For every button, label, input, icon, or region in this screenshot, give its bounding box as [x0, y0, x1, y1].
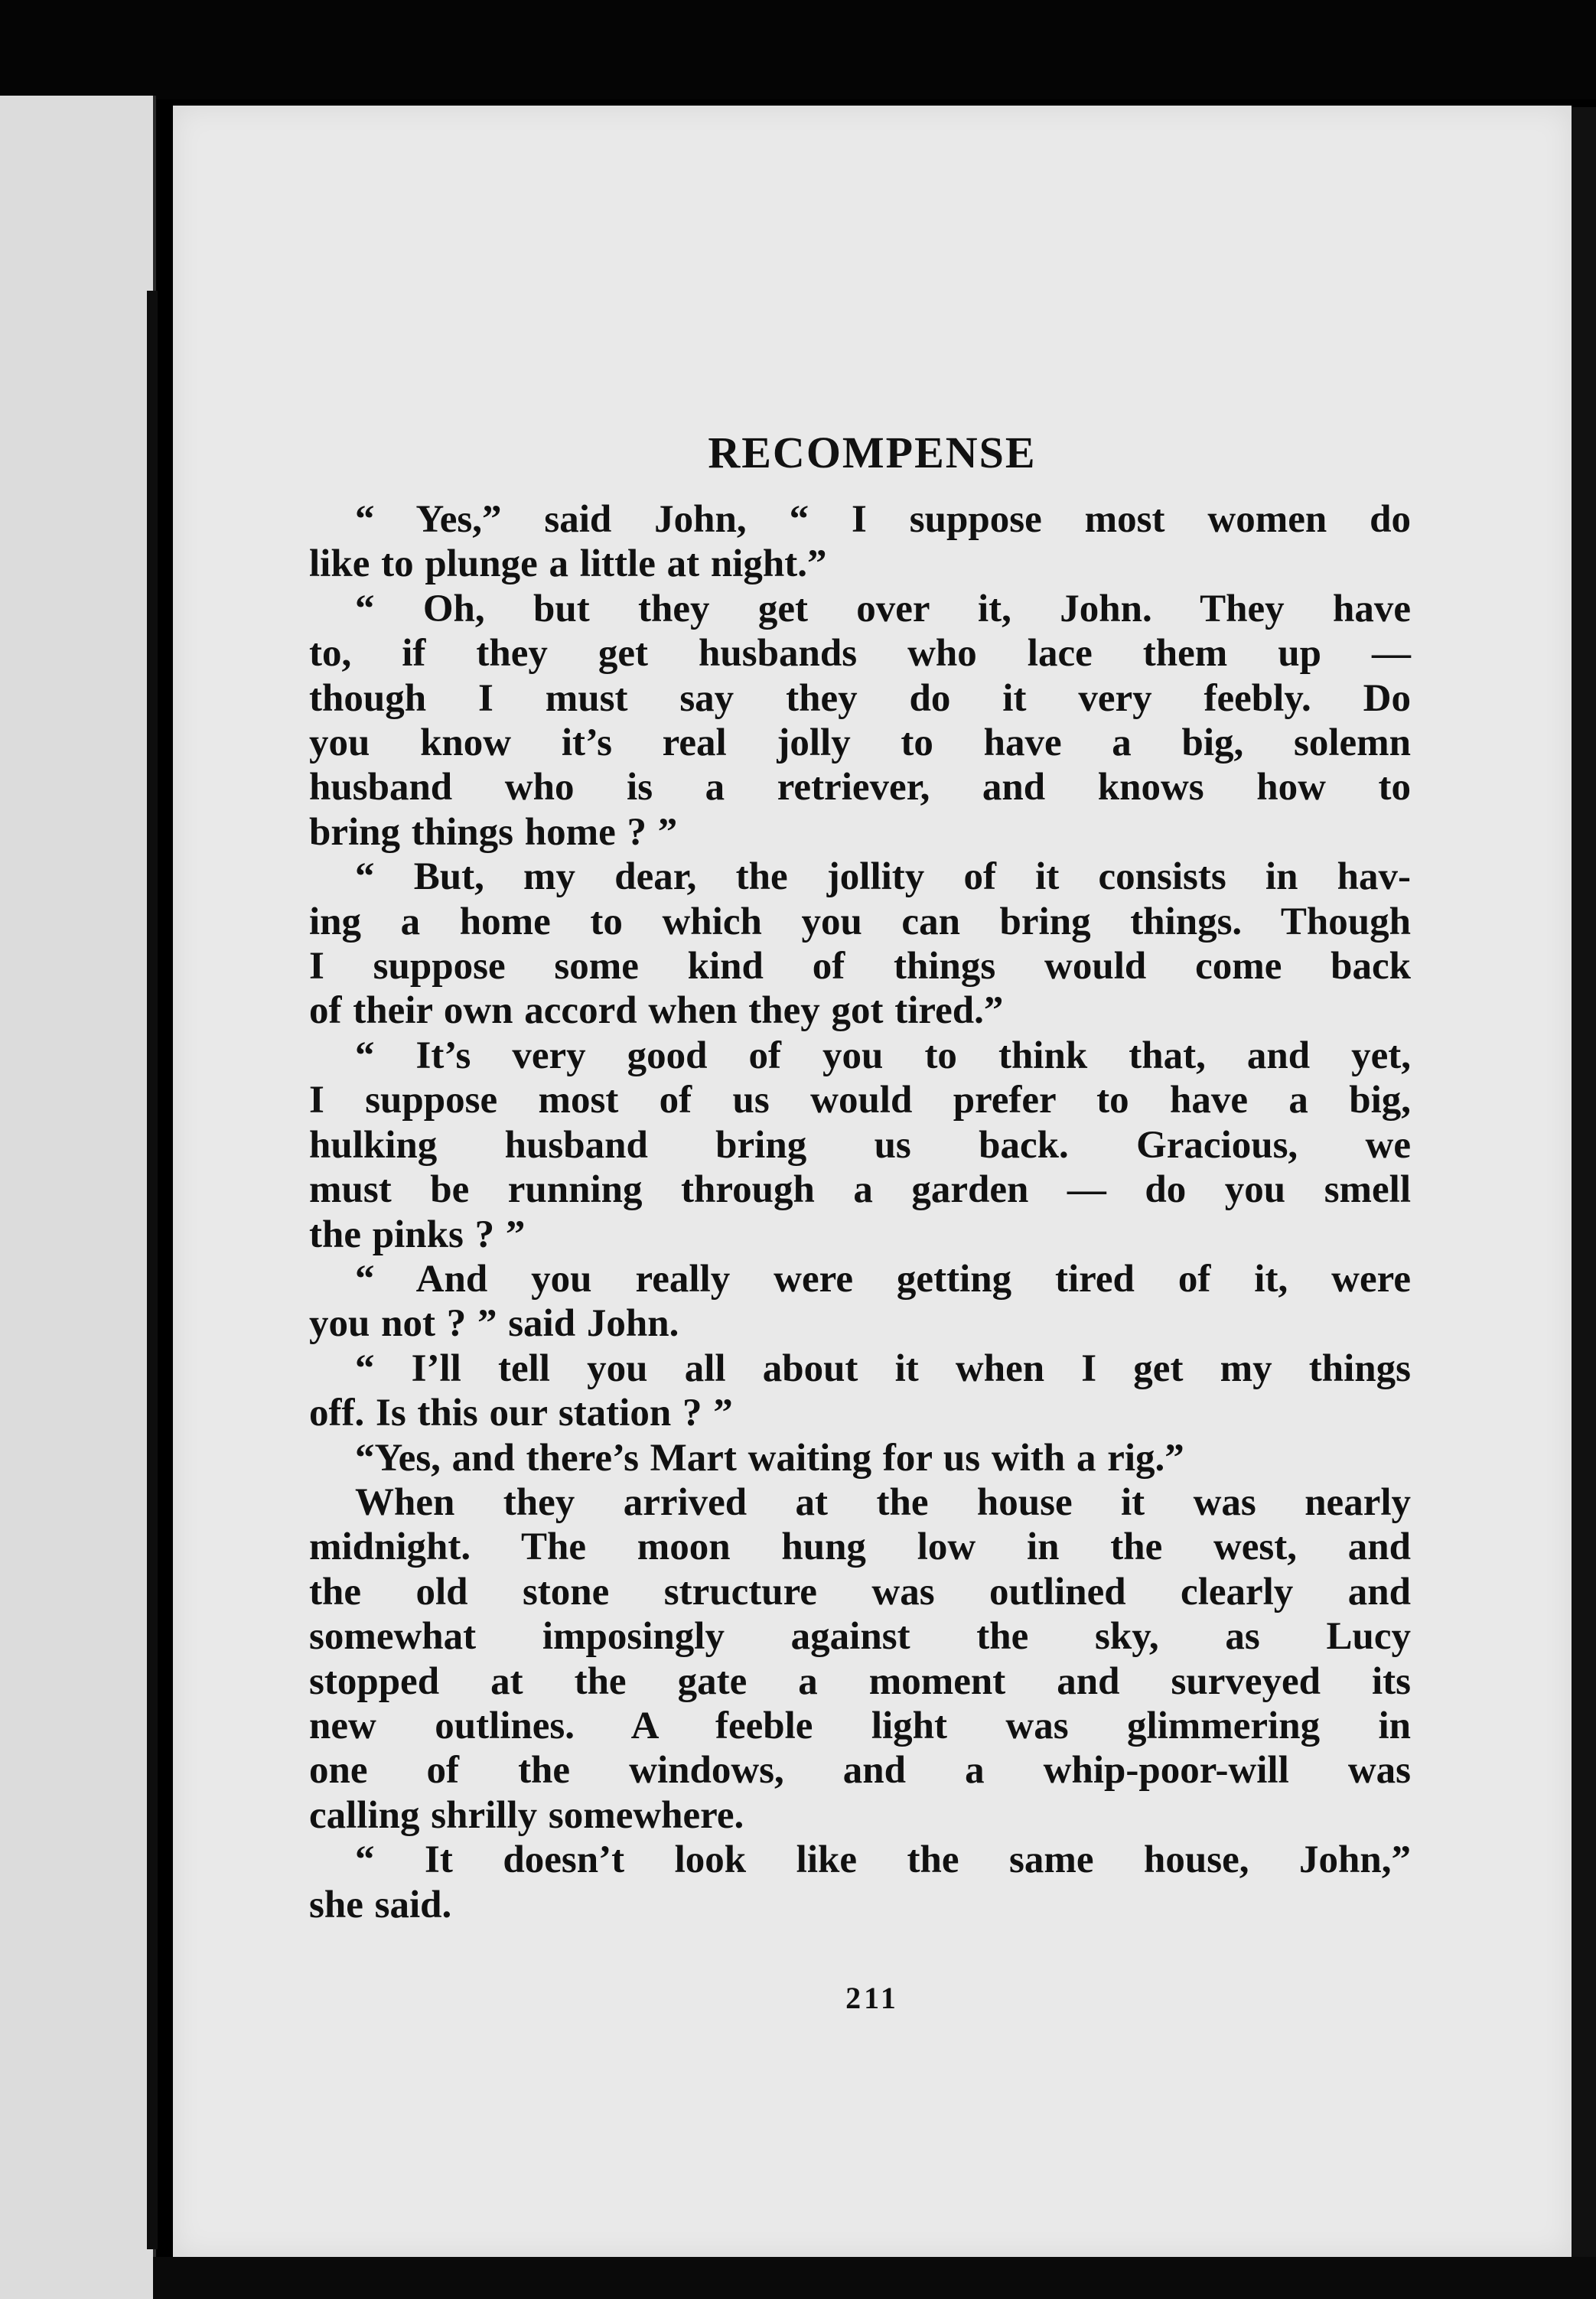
- text-line: husband who is a retriever, and knows how to: [309, 766, 1411, 809]
- text-line: hulking husband bring us back. Gracious, we: [309, 1123, 1411, 1167]
- text-line: one of the windows, and a whip-poor-will was: [309, 1749, 1411, 1793]
- text-line: I suppose most of us would prefer to have a big,: [309, 1079, 1411, 1122]
- paragraph: [309, 497, 1411, 587]
- paragraph: [309, 855, 1411, 1034]
- text-line: “ Yes,” said John, “ I suppose most women do: [355, 498, 1411, 541]
- text-line: new outlines. A feeble light was glimmering in: [309, 1704, 1411, 1747]
- paragraph: [309, 1436, 1411, 1480]
- text-line: “ It’s very good of you to think that, and yet,: [355, 1034, 1411, 1077]
- text-line: calling shrilly somewhere.: [309, 1793, 744, 1837]
- text-line: ing a home to which you can bring things. Though: [309, 900, 1411, 943]
- text-line: must be running through a garden — do you smell: [309, 1168, 1411, 1212]
- paragraph: [309, 1257, 1411, 1347]
- paragraph: [309, 587, 1411, 855]
- scan-left-margin: [0, 96, 156, 2299]
- text-line: though I must say they do it very feebly. Do: [309, 676, 1411, 720]
- text-line: “ I’ll tell you all about it when I get my things: [355, 1347, 1411, 1390]
- text-line: to, if they get husbands who lace them up —: [309, 632, 1411, 676]
- paragraph: [309, 1838, 1411, 1927]
- book-page: [173, 106, 1572, 2257]
- paragraph: [309, 1034, 1411, 1257]
- text-line: stopped at the gate a moment and surveyed its: [309, 1659, 1411, 1703]
- text-line: “ But, my dear, the jollity of it consists in hav-: [355, 855, 1411, 899]
- text-line: the old stone structure was outlined clearly and: [309, 1570, 1411, 1614]
- text-line: When they arrived at the house it was nearly: [355, 1480, 1411, 1524]
- text-line: the pinks ? ”: [309, 1213, 526, 1256]
- text-line: off. Is this our station ? ”: [309, 1392, 733, 1435]
- paragraph: [309, 1480, 1411, 1838]
- scan-bottom-border: [153, 2257, 1596, 2299]
- text-line: like to plunge a little at night.”: [309, 542, 827, 586]
- book-gutter-edge: [147, 291, 158, 2249]
- text-line: somewhat imposingly against the sky, as Lucy: [309, 1615, 1411, 1659]
- text-line: I suppose some kind of things would come back: [309, 945, 1411, 988]
- text-line: “Yes, and there’s Mart waiting for us with a rig.”: [355, 1436, 1184, 1480]
- text-line: “ Oh, but they get over it, John. They have: [355, 587, 1411, 630]
- running-head: RECOMPENSE: [708, 428, 1037, 477]
- scan-right-border: [1572, 107, 1596, 2299]
- text-line: she said.: [309, 1883, 452, 1926]
- text-line: midnight. The moon hung low in the west, and: [309, 1526, 1411, 1569]
- scan-top-border: [0, 0, 1596, 99]
- text-line: you not ? ” said John.: [309, 1302, 679, 1346]
- text-line: “ It doesn’t look like the same house, John,”: [355, 1838, 1411, 1882]
- text-line: you know it’s real jolly to have a big, solemn: [309, 721, 1411, 765]
- paragraph: [309, 1347, 1411, 1436]
- text-line: of their own accord when they got tired.”: [309, 989, 1004, 1033]
- text-line: “ And you really were getting tired of it, were: [355, 1257, 1411, 1301]
- page-number: 211: [845, 1981, 899, 2015]
- page-body-text: [309, 497, 1411, 1927]
- text-line: bring things home ? ”: [309, 810, 678, 854]
